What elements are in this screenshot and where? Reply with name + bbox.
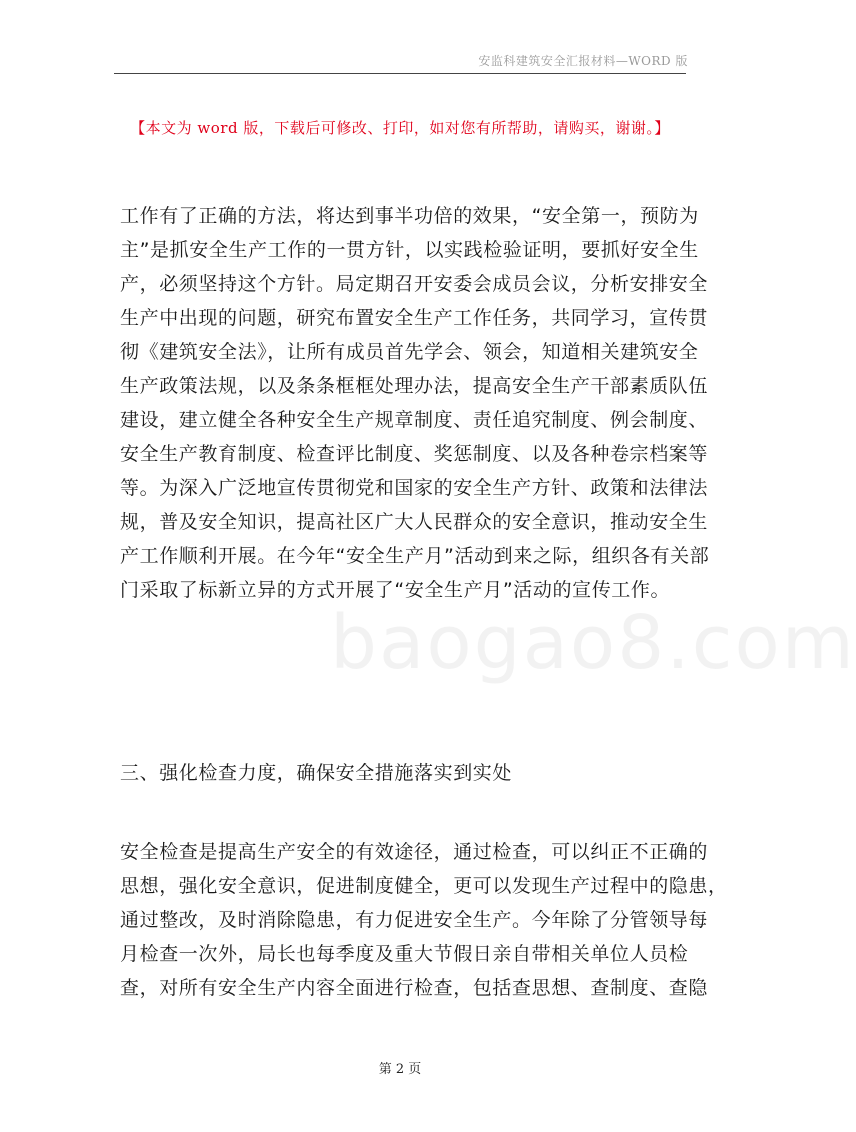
paragraph-line: 彻《建筑安全法》，让所有成员首先学会、领会，知道相关建筑安全	[120, 341, 699, 363]
paragraph-line: 月检查一次外，局长也每季度及重大节假日亲自带相关单位人员检	[120, 943, 689, 965]
paragraph-line: 生产政策法规，以及条条框框处理办法，提高安全生产干部素质队伍	[120, 375, 709, 397]
paragraph-line: 规，普及安全知识，提高社区广大人民群众的安全意识，推动安全生	[120, 511, 709, 533]
paragraph-line: 安全检查是提高生产安全的有效途径，通过检查，可以纠正不正确的	[120, 841, 709, 863]
paragraph-line: 通过整改，及时消除隐患，有力促进安全生产。今年除了分管领导每	[120, 909, 709, 931]
paragraph-1	[120, 199, 710, 607]
document-header-title: 安监科建筑安全汇报材料—WORD 版	[478, 54, 688, 68]
paragraph-line: 生产中出现的问题，研究布置安全生产工作任务，共同学习，宣传贯	[120, 307, 709, 329]
paragraph-line: 思想，强化安全意识，促进制度健全，更可以发现生产过程中的隐患，	[120, 875, 728, 897]
paragraph-line: 工作有了正确的方法，将达到事半功倍的效果，“安全第一，预防为	[120, 205, 699, 227]
paragraph-line: 产工作顺利开展。在今年“安全生产月”活动到来之际，组织各有关部	[120, 545, 710, 567]
paragraph-line: 门采取了标新立异的方式开展了“安全生产月”活动的宣传工作。	[120, 579, 671, 601]
section-heading: 三、强化检查力度，确保安全措施落实到实处	[120, 762, 513, 784]
download-notice: 【本文为 word 版，下载后可修改、打印，如对您有所帮助，请购买，谢谢。】	[130, 119, 670, 137]
paragraph-2	[120, 835, 728, 1005]
header-divider	[114, 73, 686, 74]
paragraph-line: 安全生产教育制度、检查评比制度、奖惩制度、以及各种卷宗档案等	[120, 443, 709, 465]
watermark-text: baogao8.com	[330, 600, 856, 686]
paragraph-line: 等。为深入广泛地宣传贯彻党和国家的安全生产方针、政策和法律法	[120, 477, 709, 499]
paragraph-line: 查，对所有安全生产内容全面进行检查，包括查思想、查制度、查隐	[120, 977, 709, 999]
page-number: 第 2 页	[378, 1062, 422, 1077]
paragraph-line: 产，必须坚持这个方针。局定期召开安委会成员会议，分析安排安全	[120, 273, 709, 295]
paragraph-line: 主”是抓安全生产工作的一贯方针，以实践检验证明，要抓好安全生	[120, 239, 699, 261]
paragraph-line: 建设，建立健全各种安全生产规章制度、责任追究制度、例会制度、	[120, 409, 709, 431]
